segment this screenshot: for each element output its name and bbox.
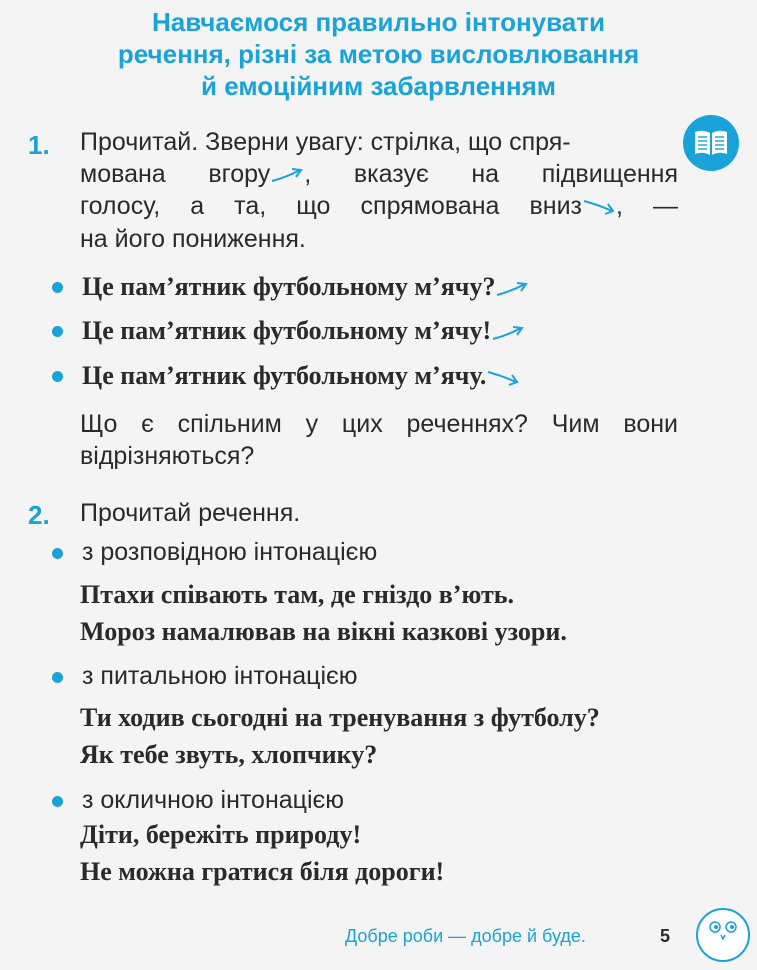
bullet bbox=[52, 371, 63, 382]
sentence: Ти ходив сьогодні на тренування з футболу? bbox=[80, 703, 600, 732]
bullet bbox=[52, 796, 63, 807]
group-label: з розповідною інтонацією bbox=[82, 538, 378, 566]
example-sentence: Це пам’ятник футбольному м’ячу! bbox=[82, 316, 525, 346]
sentence: Діти, бережіть природу! bbox=[80, 820, 362, 849]
bullet bbox=[52, 548, 63, 559]
page-title bbox=[0, 6, 757, 102]
task2-heading: Прочитай речення. bbox=[80, 499, 301, 527]
title-line: й емоційним забарвленням bbox=[201, 71, 556, 101]
arrow-down-icon bbox=[582, 197, 616, 217]
sentence: Птахи співають там, де гніздо в’ють. bbox=[80, 580, 515, 609]
bullet bbox=[52, 326, 63, 337]
arrow-up-icon bbox=[270, 165, 304, 185]
bullet bbox=[52, 672, 63, 683]
bullet bbox=[52, 282, 63, 293]
task-number-2: 2. bbox=[28, 500, 50, 530]
footer-proverb: Добре роби — добре й буде. bbox=[345, 926, 586, 946]
group-label: з окличною інтонацією bbox=[82, 786, 345, 814]
arrow-up-icon bbox=[491, 323, 525, 343]
title-line: Навчаємося правильно інтонувати bbox=[152, 7, 605, 37]
title-line: речення, різні за метою висловлювання bbox=[117, 39, 640, 69]
sentence: Мороз намалював на вікні казкові узори. bbox=[80, 617, 567, 646]
example-sentence: Це пам’ятник футбольному м’ячу. bbox=[82, 361, 520, 391]
arrow-up-icon bbox=[495, 279, 529, 299]
task1-text-line: на його пониження. bbox=[80, 225, 306, 253]
group-label: з питальною інтонацією bbox=[82, 662, 358, 690]
task1-text-line: голосу, а та, що спрямована вниз , — bbox=[80, 192, 679, 220]
page-number: 5 bbox=[660, 926, 671, 946]
task1-question-line: відрізняються? bbox=[80, 442, 255, 470]
sentence: Як тебе звуть, хлопчику? bbox=[80, 740, 378, 769]
sentence: Не можна гратися біля дороги! bbox=[80, 857, 445, 886]
task-number-1: 1. bbox=[28, 130, 50, 160]
arrow-down-icon bbox=[486, 368, 520, 388]
task1-text-line: Прочитай. Зверни увагу: стрілка, що спря- bbox=[80, 128, 571, 156]
example-sentence: Це пам’ятник футбольному м’ячу? bbox=[82, 272, 529, 302]
open-book-icon bbox=[683, 115, 739, 171]
task1-question-line: Що є спільним у цих реченнях? Чим вони bbox=[80, 410, 679, 438]
owl-mascot-icon bbox=[693, 903, 753, 963]
task1-text-line: мована вгору , вказує на підвищення bbox=[80, 160, 679, 188]
